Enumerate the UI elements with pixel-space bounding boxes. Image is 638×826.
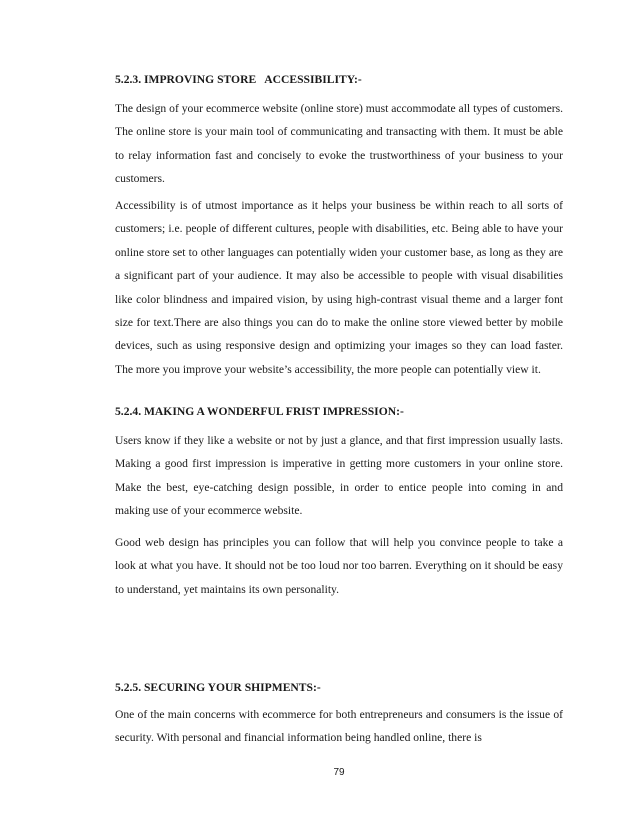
page-number: 79 xyxy=(333,767,345,778)
paragraph-web-design-principles: Good web design has principles you can follow that will help you convince people to take a look at what you have. It should not be too loud nor too barren. Everything on it should be easy to understand, yet maintains its own personality. xyxy=(115,536,563,596)
paragraph-first-impression: Users know if they like a website or not by just a glance, and that first impression usually lasts. Making a good first impression is imperative in getting more customers in your online store. Make the best, eye-catching design possible, in order to entice people into coming in and making use of your ecommerce website. xyxy=(115,434,563,518)
paragraph-accessibility-importance: Accessibility is of utmost importance as it helps your business be within reach to all sorts of customers; i.e. people of different cultures, people with disabilities, etc. Being able to have your online store set to other languages can potentially widen your customer base, as long as they are a significant part of your audience. It may also be accessible to people with visual disabilities like color blindness and impaired vision, by using high-contrast visual theme and a larger font size for text.There are also things you can do to make the online store viewed better by mobile devices, such as using responsive design and optimizing your images so they can load faster. The more you improve your website’s accessibility, the more people can potentially view it. xyxy=(115,199,563,376)
document-page xyxy=(115,0,563,826)
section-heading-securing-shipments: 5.2.5. SECURING YOUR SHIPMENTS:- xyxy=(115,681,321,694)
paragraph-store-design: The design of your ecommerce website (online store) must accommodate all types of customers. The online store is your main tool of communicating and transacting with them. It must be able to relay information fast and concisely to evoke the trustworthiness of your business to your customers. xyxy=(115,102,563,186)
section-heading-store-accessibility: 5.2.3. IMPROVING STORE ACCESSIBILITY:- xyxy=(115,73,362,86)
section-heading-first-impression: 5.2.4. MAKING A WONDERFUL FRIST IMPRESSION:- xyxy=(115,405,404,418)
paragraph-security-concerns: One of the main concerns with ecommerce for both entrepreneurs and consumers is the issue of security. With personal and financial information being handled online, there is xyxy=(115,708,563,745)
